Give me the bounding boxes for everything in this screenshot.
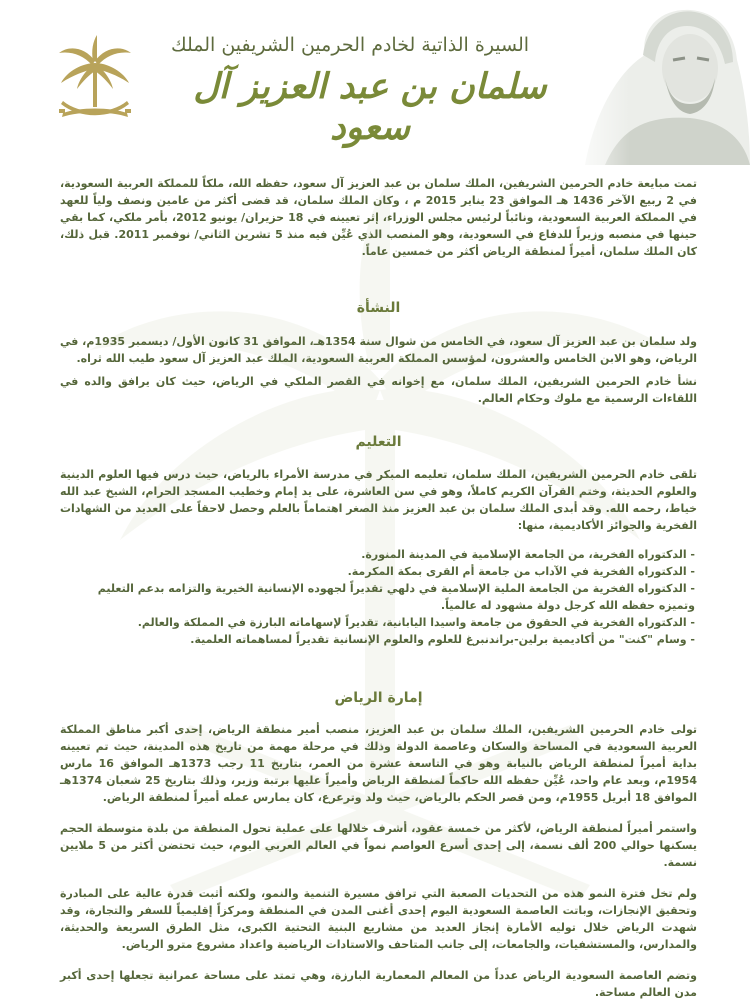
intro-paragraph: تمت مبايعة خادم الحرمين الشريفين، الملك سلمان بن عبد العزيز آل سعود، حفظه الله، ملكاً للمملكة العربية السعودية، في 2 ربيع الآخر 1436 هـ الموافق 23 يناير 2015 م ، وكان الملك سلمان، قد قضى أكثر من عامين ونصف ولياً للعهد في المملكة العربية السعودية، ونائباً لرئيس مجلس الوزراء، إثر تعيينه في 18 حزيران/ يونيو 2012، بأمر ملكي، كما بقي حينها في منصبه وزيراً للدفاع في السعودية، وهو المنصب الذي عُيِّن فيه منذ 5 تشرين الثاني/ نوفمبر 2011. قبل ذلك، كان الملك سلمان، أميراً لمنطقة الرياض أكثر من خمسين عاماً. xyxy=(60,177,698,258)
biography-content xyxy=(60,175,697,1007)
emirate-paragraph: ولم تخل فترة النمو هذه من التحديات الصعبة التي ترافق مسيرة التنمية والنمو، ولكنه أثبت قدرة عالية على المبادرة وتحقيق الإنجازات، وباتت العاصمة السعودية اليوم إحدى أغنى المدن في المنطقة ومركزاً إقليمياً للسفر والتجارة، وقد شهدت الرياض خلال توليه الأمارة إنجاز العديد من مشاريع البنية التحتية الكبرى، مثل الطرق السريعة والحديثة، والمدارس، والمستشفيات، والجامعات، إلى جانب المتاحف والاستادات الرياضية واعداد مشروع مترو الرياض. xyxy=(60,887,697,951)
king-name-calligraphy: سلمان بن عبد العزيز آل سعود xyxy=(193,66,547,148)
list-item: - الدكتوراه الفخرية من الجامعة الملية الإسلامية في دلهي تقديراً لجهوده الإنسانية الخيرية والتزامه بدعم التعليم وتميزه حفظه الله كرجل دولة مشهود له عالمياً. xyxy=(97,582,695,612)
portrait-image xyxy=(565,0,750,165)
education-paragraph: تلقى خادم الحرمين الشريفين، الملك سلمان، تعليمه المبكر في مدرسة الأمراء بالرياض، حيث درس فيها العلوم الدينية والعلوم الحديثة، وختم القرآن الكريم كاملاً، وهو في سن العاشرة، على يد إمام وخطيب المسجد الحرام، الشيخ عبد الله خياط، رحمه الله. وقد أبدى الملك سلمان بن عبد العزيز منذ الصغر اهتماماً بالعلم وحصل لاحقاً على العديد من الشهادات الفخرية والجوائز الأكاديمية، منها: xyxy=(60,468,697,532)
section-title-education: التعليم xyxy=(355,434,402,450)
page-subtitle: السيرة الذاتية لخادم الحرمين الشريفين الملك xyxy=(170,34,530,56)
list-item: - وسام "كنت" من أكاديمية برلين-براندنبرغ للعلوم والعلوم الإنسانية تقديراً لمساهماته العلمية. xyxy=(190,633,695,646)
palm-swords-emblem-icon xyxy=(55,33,135,128)
list-item: - الدكتوراه الفخرية، من الجامعة الإسلامية في المدينة المنورة. xyxy=(361,548,695,561)
header xyxy=(0,0,750,165)
section-title-upbringing: النشأة xyxy=(356,300,401,316)
honors-list xyxy=(60,546,697,648)
list-item: - الدكتوراه الفخرية في الآداب من جامعة أم القرى بمكة المكرمة. xyxy=(347,565,695,578)
emirate-paragraph: وتضم العاصمة السعودية الرياض عدداً من المعالم المعمارية البارزة، وهي تمتد على مساحة عمرانية تجعلها إحدى أكبر مدن العالم مساحة. xyxy=(60,969,697,999)
upbringing-paragraph: نشأ خادم الحرمين الشريفين، الملك سلمان، مع إخوانه في القصر الملكي في الرياض، حيث كان يرافق والده في اللقاءات الرسمية مع ملوك وحكام العالم. xyxy=(60,375,697,405)
upbringing-paragraph: ولد سلمان بن عبد العزيز آل سعود، في الخامس من شوال سنة 1354هـ، الموافق 31 كانون الأول/ ديسمبر 1935م، في الرياض، وهو الابن الخامس والعشرون، لمؤسس المملكة العربية السعودية، الملك عبد العزيز آل سعود طيب الله ثراه. xyxy=(60,335,697,365)
emirate-paragraph: واستمر أميراً لمنطقة الرياض، لأكثر من خمسة عقود، أشرف خلالها على عملية تحول المنطقة من بلدة متوسطة الحجم يسكنها حوالي 200 ألف نسمة، إلى إحدى أسرع العواصم نمواً في العالم العربي اليوم، حيث تحتضن أكثر من 5 ملايين نسمة. xyxy=(60,822,698,869)
list-item: - الدكتوراه الفخرية في الحقوق من جامعة واسيدا اليابانية، تقديراً لإسهاماته البارزة في المملكة والعالم. xyxy=(137,616,695,629)
emirate-paragraph: تولى خادم الحرمين الشريفين، الملك سلمان بن عبد العزيز، منصب أمير منطقة الرياض، إحدى أكبر مناطق المملكة العربية السعودية في المساحة والسكان وعاصمة الدولة وذلك في مرحلة مهمة من تاريخ هذه المدينة، حيث تم تعيينه بداية أميراً لمنطقة الرياض بالنيابة وهو في التاسعة عشرة من العمر، بتاريخ 11 رجب 1373هـ الموافق 16 مارس 1954م، وبعد عام واحد، عُيِّن حفظه الله حاكماً لمنطقة الرياض وأميراً عليها برتبة وزير، وذلك بتاريخ 25 شعبان 1374هـ الموافق 18 أبريل 1955م، ومن قصر الحكم بالرياض، حيث ولد وترعرع، كان يمارس عمله أميراً لمنطقة الرياض. xyxy=(60,723,697,804)
section-title-riyadh-emirate: إمارة الرياض xyxy=(334,690,423,706)
